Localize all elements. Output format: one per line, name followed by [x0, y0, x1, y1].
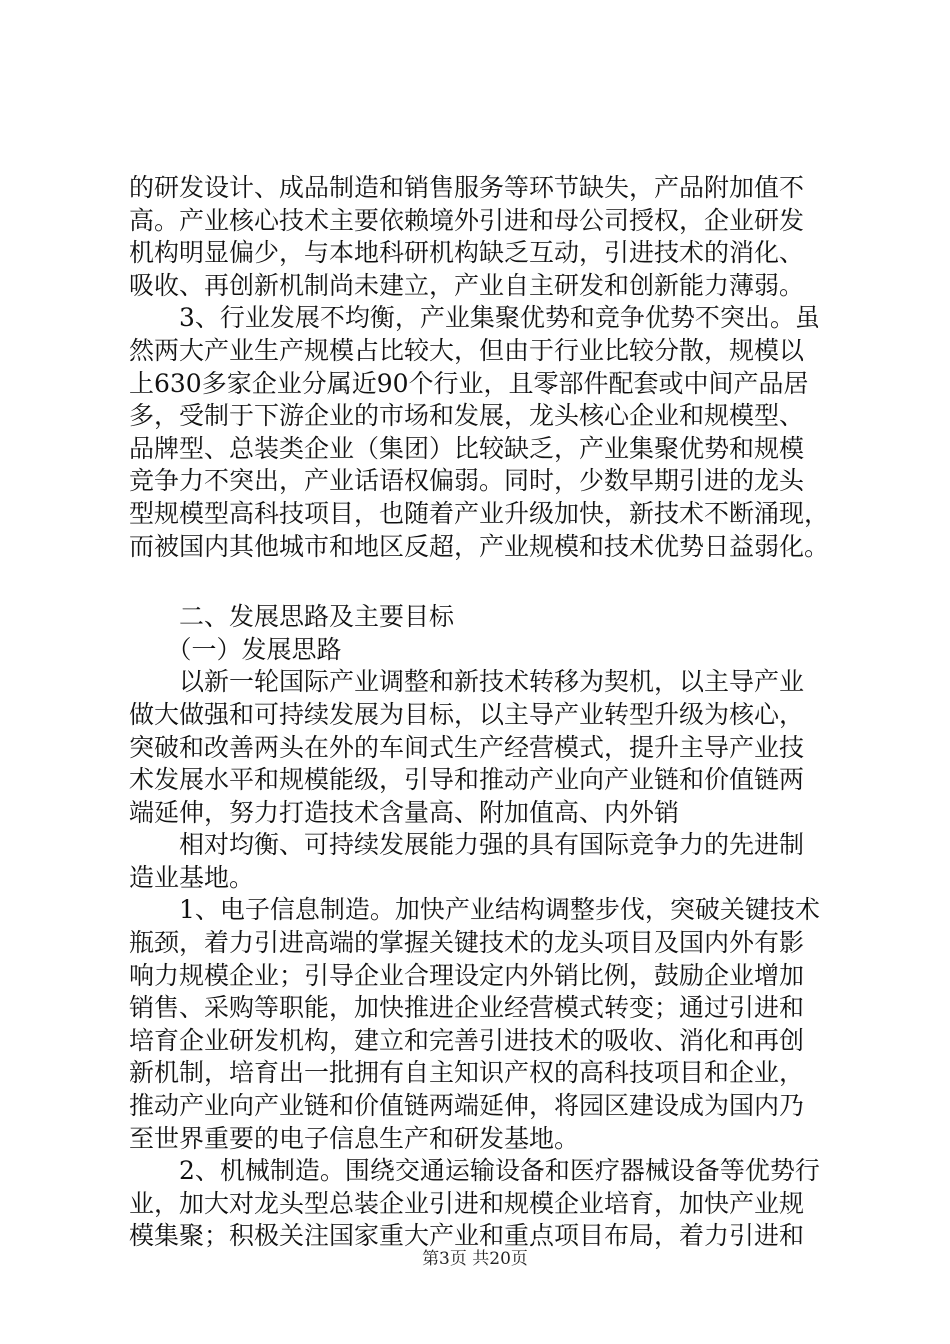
- text-line: 突破和改善两头在外的车间式生产经营模式，提升主导产业技: [129, 732, 805, 762]
- text-line: 模集聚；积极关注国家重大产业和重点项目布局，着力引进和: [129, 1221, 805, 1251]
- text-line: 端延伸，努力打造技术含量高、附加值高、内外销: [129, 797, 680, 827]
- subsection-heading: （一）发展思路: [129, 634, 342, 664]
- section-gap: [129, 563, 844, 601]
- text-line: 新机制，培育出一批拥有自主知识产权的高科技项目和企业，: [129, 1058, 805, 1088]
- text-line: 上630多家企业分属近90个行业，且零部件配套或中间产品居: [129, 368, 809, 398]
- text-line: 推动产业向产业链和价值链两端延伸，将园区建设成为国内乃: [129, 1091, 805, 1121]
- page-number-footer: 第3页 共20页: [422, 1249, 528, 1269]
- text-line: 2、机械制造。围绕交通运输设备和医疗器械设备等优势行: [129, 1156, 820, 1186]
- text-line: 然两大产业生产规模占比较大，但由于行业比较分散，规模以: [129, 335, 805, 365]
- text-line: 至世界重要的电子信息生产和研发基地。: [129, 1123, 580, 1153]
- text-line: 销售、采购等职能，加快推进企业经营模式转变；通过引进和: [129, 993, 805, 1023]
- text-line: 品牌型、总装类企业（集团）比较缺乏，产业集聚优势和规模: [129, 433, 805, 463]
- document-body: [129, 172, 844, 1253]
- text-line: 响力规模企业；引导企业合理设定内外销比例，鼓励企业增加: [129, 960, 805, 990]
- text-line: 多，受制于下游企业的市场和发展，龙头核心企业和规模型、: [129, 401, 805, 431]
- text-line: 型规模型高科技项目，也随着产业升级加快，新技术不断涌现，: [129, 498, 830, 528]
- text-line: 的研发设计、成品制造和销售服务等环节缺失，产品附加值不: [129, 173, 805, 202]
- text-line: 业，加大对龙头型总装企业引进和规模企业培育，加快产业规: [129, 1188, 805, 1218]
- text-line: 3、行业发展不均衡，产业集聚优势和竞争优势不突出。虽: [129, 303, 820, 333]
- text-line: 术发展水平和规模能级，引导和推动产业向产业链和价值链两: [129, 765, 805, 795]
- text-line: 吸收、再创新机制尚未建立，产业自主研发和创新能力薄弱。: [129, 270, 805, 300]
- text-line: 相对均衡、可持续发展能力强的具有国际竞争力的先进制: [129, 830, 805, 860]
- text-line: 1、电子信息制造。加快产业结构调整步伐，突破关键技术: [129, 895, 820, 925]
- text-line: 瓶颈，着力引进高端的掌握关键技术的龙头项目及国内外有影: [129, 928, 805, 958]
- text-line: 做大做强和可持续发展为目标，以主导产业转型升级为核心，: [129, 699, 805, 729]
- text-line: 而被国内其他城市和地区反超，产业规模和技术优势日益弱化。: [129, 531, 830, 561]
- text-line: 造业基地。: [129, 862, 255, 892]
- text-line: 以新一轮国际产业调整和新技术转移为契机，以主导产业: [129, 667, 805, 697]
- text-line: 培育企业研发机构，建立和完善引进技术的吸收、消化和再创: [129, 1025, 805, 1055]
- text-line: 机构明显偏少，与本地科研机构缺乏互动，引进技术的消化、: [129, 238, 805, 268]
- section-heading: 二、发展思路及主要目标: [129, 602, 455, 632]
- text-line: 高。产业核心技术主要依赖境外引进和母公司授权，企业研发: [129, 205, 805, 235]
- text-line: 竞争力不突出，产业话语权偏弱。同时，少数早期引进的龙头: [129, 466, 805, 496]
